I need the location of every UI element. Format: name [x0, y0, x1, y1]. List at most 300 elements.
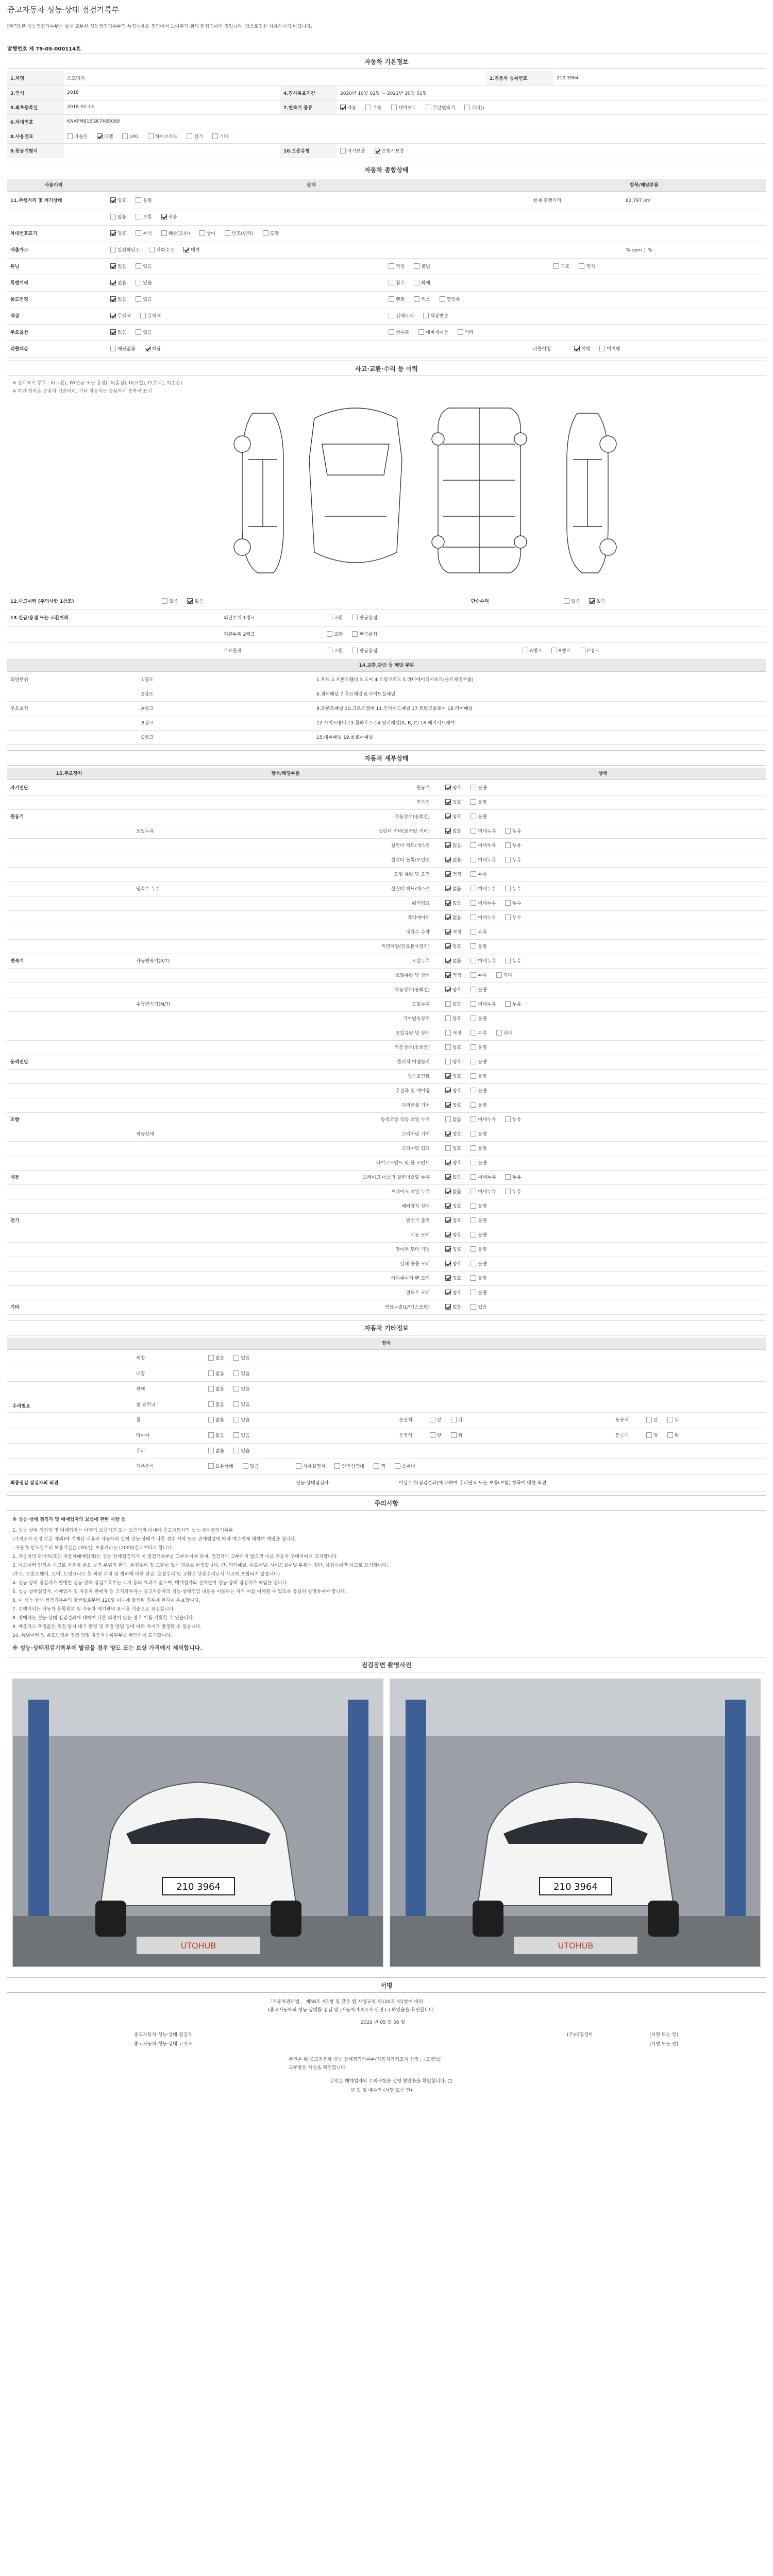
- detail-option[interactable]: [470, 839, 496, 853]
- detail-option[interactable]: [445, 940, 461, 954]
- history-option[interactable]: [352, 610, 377, 626]
- checkbox-icon[interactable]: [340, 148, 346, 154]
- checkbox-icon[interactable]: [389, 280, 394, 285]
- checkbox-icon[interactable]: [464, 105, 470, 110]
- checkbox-icon[interactable]: [208, 1417, 214, 1422]
- checkbox-icon[interactable]: [458, 329, 463, 335]
- checkbox-icon[interactable]: [470, 1261, 476, 1266]
- checkbox-icon[interactable]: [233, 1355, 239, 1361]
- checkbox-icon[interactable]: [505, 1116, 511, 1122]
- general-option[interactable]: [110, 275, 126, 292]
- detail-option[interactable]: [505, 1113, 521, 1127]
- detail-option[interactable]: [445, 1272, 461, 1286]
- checkbox-icon[interactable]: [208, 1386, 214, 1392]
- checkbox-icon[interactable]: [470, 1102, 476, 1108]
- checkbox-icon[interactable]: [470, 958, 476, 963]
- extra-side-option[interactable]: [451, 1428, 463, 1444]
- checkbox-icon[interactable]: [445, 886, 451, 891]
- detail-option[interactable]: [445, 1243, 461, 1257]
- general-option[interactable]: [110, 259, 126, 275]
- checkbox-icon[interactable]: [430, 1432, 435, 1438]
- checkbox-icon[interactable]: [470, 1131, 476, 1137]
- checkbox-icon[interactable]: [445, 1304, 451, 1310]
- checkbox-icon[interactable]: [470, 886, 476, 891]
- checkbox-icon[interactable]: [440, 296, 445, 302]
- extra-option[interactable]: [233, 1428, 249, 1444]
- warranty-option[interactable]: [375, 147, 404, 154]
- checkbox-icon[interactable]: [470, 785, 476, 790]
- general-sub-option[interactable]: [389, 325, 409, 341]
- checkbox-icon[interactable]: [470, 871, 476, 877]
- history2-option[interactable]: [589, 594, 605, 610]
- detail-option[interactable]: [470, 940, 486, 954]
- general-sub2-option[interactable]: [553, 259, 569, 275]
- detail-option[interactable]: [445, 911, 461, 925]
- checkbox-icon[interactable]: [67, 133, 73, 139]
- detail-option[interactable]: [470, 954, 496, 969]
- checkbox-icon[interactable]: [470, 828, 476, 834]
- checkbox-icon[interactable]: [470, 1203, 476, 1209]
- extra-side-option[interactable]: [430, 1413, 442, 1428]
- general-option[interactable]: [183, 242, 199, 259]
- checkbox-icon[interactable]: [505, 914, 511, 920]
- checkbox-icon[interactable]: [505, 842, 511, 848]
- checkbox-icon[interactable]: [97, 133, 103, 139]
- detail-option[interactable]: [505, 839, 521, 853]
- checkbox-icon[interactable]: [445, 943, 451, 949]
- checkbox-icon[interactable]: [445, 929, 451, 935]
- extra-side-option[interactable]: [430, 1428, 442, 1444]
- checkbox-icon[interactable]: [414, 296, 419, 302]
- general-option[interactable]: [110, 341, 136, 358]
- general-option[interactable]: [136, 226, 152, 242]
- general-option[interactable]: [110, 242, 140, 259]
- extra-option[interactable]: [208, 1428, 224, 1444]
- checkbox-icon[interactable]: [136, 214, 141, 219]
- detail-option[interactable]: [470, 1243, 486, 1257]
- checkbox-icon[interactable]: [136, 280, 141, 285]
- fuel-option[interactable]: [212, 133, 228, 140]
- checkbox-icon[interactable]: [110, 214, 116, 219]
- checkbox-icon[interactable]: [327, 615, 332, 620]
- detail-option[interactable]: [470, 1127, 486, 1142]
- checkbox-icon[interactable]: [110, 247, 116, 252]
- checkbox-icon[interactable]: [470, 799, 476, 805]
- detail-option[interactable]: [470, 1142, 486, 1156]
- detail-option[interactable]: [470, 1171, 496, 1185]
- checkbox-icon[interactable]: [451, 1432, 457, 1438]
- general-option[interactable]: [149, 242, 174, 259]
- general-sub2-option[interactable]: [579, 259, 595, 275]
- detail-option[interactable]: [445, 1055, 461, 1070]
- checkbox-icon[interactable]: [391, 105, 397, 110]
- checkbox-icon[interactable]: [136, 230, 141, 236]
- checkbox-icon[interactable]: [445, 1275, 451, 1281]
- detail-option[interactable]: [505, 1185, 521, 1199]
- general-option[interactable]: [136, 193, 152, 209]
- detail-option[interactable]: [470, 1257, 486, 1272]
- detail-option[interactable]: [445, 925, 461, 940]
- general-sub-option[interactable]: [418, 325, 448, 341]
- checkbox-icon[interactable]: [470, 1246, 476, 1252]
- general-option[interactable]: [136, 275, 152, 292]
- checkbox-icon[interactable]: [149, 247, 155, 252]
- checkbox-icon[interactable]: [445, 1044, 451, 1050]
- checkbox-icon[interactable]: [445, 871, 451, 877]
- checkbox-icon[interactable]: [553, 263, 559, 269]
- detail-option[interactable]: [445, 824, 461, 839]
- checkbox-icon[interactable]: [470, 1044, 476, 1050]
- checkbox-icon[interactable]: [389, 329, 394, 335]
- checkbox-icon[interactable]: [208, 1448, 214, 1453]
- detail-option[interactable]: [496, 1026, 512, 1041]
- checkbox-icon[interactable]: [445, 1015, 451, 1021]
- checkbox-icon[interactable]: [445, 799, 451, 805]
- detail-option[interactable]: [445, 1084, 461, 1098]
- checkbox-icon[interactable]: [161, 230, 167, 236]
- detail-option[interactable]: [445, 1142, 461, 1156]
- checkbox-icon[interactable]: [445, 1116, 451, 1122]
- checkbox-icon[interactable]: [505, 1001, 511, 1007]
- checkbox-icon[interactable]: [445, 914, 451, 920]
- detail-option[interactable]: [470, 969, 486, 983]
- detail-option[interactable]: [445, 1171, 461, 1185]
- extra-side-option[interactable]: [646, 1428, 658, 1444]
- detail-option[interactable]: [470, 997, 496, 1012]
- detail-option[interactable]: [445, 1300, 461, 1315]
- fuel-option[interactable]: [67, 133, 88, 140]
- transmission-option[interactable]: [365, 104, 381, 111]
- detail-option[interactable]: [445, 997, 461, 1012]
- checkbox-icon[interactable]: [340, 105, 346, 110]
- extra-option[interactable]: [208, 1413, 224, 1428]
- checkbox-icon[interactable]: [646, 1417, 652, 1422]
- history2-option[interactable]: [580, 643, 599, 659]
- general-sub-option[interactable]: [389, 292, 405, 308]
- checkbox-icon[interactable]: [470, 1189, 476, 1194]
- checkbox-icon[interactable]: [136, 197, 141, 203]
- general-option[interactable]: [136, 292, 152, 308]
- history2-option[interactable]: [551, 643, 571, 659]
- checkbox-icon[interactable]: [445, 1174, 451, 1180]
- general-option[interactable]: [110, 226, 126, 242]
- detail-option[interactable]: [505, 882, 521, 896]
- detail-option[interactable]: [445, 1127, 461, 1142]
- general-sub-option[interactable]: [389, 308, 414, 325]
- checkbox-icon[interactable]: [470, 914, 476, 920]
- detail-option[interactable]: [445, 969, 461, 983]
- checkbox-icon[interactable]: [445, 1203, 451, 1209]
- checkbox-icon[interactable]: [505, 828, 511, 834]
- checkbox-icon[interactable]: [110, 280, 116, 285]
- checkbox-icon[interactable]: [470, 1174, 476, 1180]
- checkbox-icon[interactable]: [187, 133, 192, 139]
- detail-option[interactable]: [445, 954, 461, 969]
- transmission-option[interactable]: [426, 104, 455, 111]
- checkbox-icon[interactable]: [470, 1116, 476, 1122]
- extra-option[interactable]: [233, 1366, 249, 1382]
- extra-option[interactable]: [208, 1366, 224, 1382]
- detail-option[interactable]: [470, 1113, 496, 1127]
- general-option[interactable]: [161, 226, 190, 242]
- checkbox-icon[interactable]: [445, 1160, 451, 1165]
- detail-option[interactable]: [445, 1214, 461, 1228]
- checkbox-icon[interactable]: [579, 263, 584, 269]
- fuel-option[interactable]: [148, 133, 177, 140]
- general-sub-option[interactable]: [423, 308, 448, 325]
- detail-option[interactable]: [445, 1185, 461, 1199]
- detail-option[interactable]: [470, 1098, 486, 1113]
- history-option[interactable]: [352, 626, 377, 643]
- checkbox-icon[interactable]: [199, 230, 205, 236]
- detail-option[interactable]: [470, 1228, 486, 1243]
- checkbox-icon[interactable]: [140, 313, 146, 318]
- detail-option[interactable]: [445, 1012, 461, 1026]
- checkbox-icon[interactable]: [445, 900, 451, 906]
- checkbox-icon[interactable]: [296, 1463, 301, 1469]
- detail-option[interactable]: [445, 868, 461, 882]
- detail-option[interactable]: [470, 1084, 486, 1098]
- checkbox-icon[interactable]: [599, 346, 605, 351]
- detail-option[interactable]: [445, 839, 461, 853]
- checkbox-icon[interactable]: [496, 1030, 502, 1036]
- detail-option[interactable]: [445, 1199, 461, 1214]
- checkbox-icon[interactable]: [208, 1355, 214, 1361]
- checkbox-icon[interactable]: [426, 105, 431, 110]
- checkbox-icon[interactable]: [445, 958, 451, 963]
- detail-option[interactable]: [470, 810, 486, 824]
- checkbox-icon[interactable]: [208, 1432, 214, 1438]
- general-sub-option[interactable]: [414, 259, 430, 275]
- general-option[interactable]: [140, 308, 161, 325]
- checkbox-icon[interactable]: [110, 263, 116, 269]
- checkbox-icon[interactable]: [148, 133, 154, 139]
- extra-option[interactable]: [208, 1397, 224, 1413]
- general-option[interactable]: [110, 292, 126, 308]
- history2-option[interactable]: [523, 643, 542, 659]
- checkbox-icon[interactable]: [505, 1174, 511, 1180]
- checkbox-icon[interactable]: [445, 1088, 451, 1093]
- checkbox-icon[interactable]: [470, 1001, 476, 1007]
- general-option[interactable]: [110, 325, 126, 341]
- detail-option[interactable]: [445, 1070, 461, 1084]
- extra-option[interactable]: [233, 1413, 249, 1428]
- detail-option[interactable]: [445, 983, 461, 997]
- detail-option[interactable]: [470, 896, 496, 911]
- detail-option[interactable]: [470, 781, 486, 795]
- detail-option[interactable]: [505, 997, 521, 1012]
- detail-option[interactable]: [445, 882, 461, 896]
- checkbox-icon[interactable]: [208, 1463, 214, 1469]
- extra-side-option[interactable]: [646, 1413, 658, 1428]
- detail-option[interactable]: [445, 1257, 461, 1272]
- checkbox-icon[interactable]: [445, 1131, 451, 1137]
- checkbox-icon[interactable]: [470, 1217, 476, 1223]
- checkbox-icon[interactable]: [233, 1401, 239, 1407]
- checkbox-icon[interactable]: [505, 958, 511, 963]
- checkbox-icon[interactable]: [445, 1189, 451, 1194]
- detail-option[interactable]: [470, 853, 496, 868]
- transmission-option[interactable]: [464, 104, 484, 111]
- detail-option[interactable]: [505, 853, 521, 868]
- checkbox-icon[interactable]: [187, 598, 193, 604]
- checkbox-icon[interactable]: [233, 1448, 239, 1453]
- detail-option[interactable]: [505, 824, 521, 839]
- checkbox-icon[interactable]: [375, 148, 380, 154]
- general-option[interactable]: [161, 209, 177, 226]
- checkbox-icon[interactable]: [445, 828, 451, 834]
- detail-option[interactable]: [470, 1012, 486, 1026]
- transmission-option[interactable]: [391, 104, 416, 111]
- checkbox-icon[interactable]: [445, 814, 451, 819]
- checkbox-icon[interactable]: [470, 1088, 476, 1093]
- checkbox-icon[interactable]: [470, 857, 476, 862]
- checkbox-icon[interactable]: [445, 1290, 451, 1295]
- detail-option[interactable]: [445, 1228, 461, 1243]
- detail-option[interactable]: [445, 1286, 461, 1300]
- checkbox-icon[interactable]: [445, 1001, 451, 1007]
- general-sub-option[interactable]: [458, 325, 474, 341]
- checkbox-icon[interactable]: [445, 1030, 451, 1036]
- checkbox-icon[interactable]: [470, 1059, 476, 1064]
- extra-option[interactable]: [208, 1444, 224, 1459]
- checkbox-icon[interactable]: [110, 313, 116, 318]
- checkbox-icon[interactable]: [470, 1145, 476, 1151]
- detail-option[interactable]: [470, 1041, 486, 1055]
- checkbox-icon[interactable]: [551, 648, 557, 653]
- checkbox-icon[interactable]: [470, 929, 476, 935]
- checkbox-icon[interactable]: [505, 857, 511, 862]
- detail-option[interactable]: [470, 983, 486, 997]
- detail-option[interactable]: [445, 810, 461, 824]
- checkbox-icon[interactable]: [505, 900, 511, 906]
- checkbox-icon[interactable]: [243, 1463, 248, 1469]
- checkbox-icon[interactable]: [523, 648, 528, 653]
- checkbox-icon[interactable]: [162, 598, 167, 604]
- recall-option[interactable]: [574, 341, 590, 358]
- checkbox-icon[interactable]: [225, 230, 230, 236]
- checkbox-icon[interactable]: [352, 631, 358, 637]
- checkbox-icon[interactable]: [445, 972, 451, 978]
- checkbox-icon[interactable]: [327, 631, 332, 637]
- checkbox-icon[interactable]: [334, 1463, 340, 1469]
- general-option[interactable]: [136, 325, 152, 341]
- checkbox-icon[interactable]: [389, 296, 394, 302]
- checkbox-icon[interactable]: [470, 1015, 476, 1021]
- checkbox-icon[interactable]: [161, 214, 167, 219]
- checkbox-icon[interactable]: [445, 785, 451, 790]
- detail-option[interactable]: [470, 1026, 486, 1041]
- checkbox-icon[interactable]: [110, 346, 116, 351]
- checkbox-icon[interactable]: [110, 230, 116, 236]
- detail-option[interactable]: [445, 1098, 461, 1113]
- extra-option[interactable]: [233, 1397, 249, 1413]
- checkbox-icon[interactable]: [110, 197, 116, 203]
- general-option[interactable]: [145, 341, 161, 358]
- detail-option[interactable]: [470, 795, 486, 810]
- checkbox-icon[interactable]: [389, 263, 394, 269]
- checkbox-icon[interactable]: [183, 247, 189, 252]
- checkbox-icon[interactable]: [418, 329, 424, 335]
- detail-option[interactable]: [470, 1156, 486, 1171]
- detail-option[interactable]: [470, 868, 486, 882]
- fuel-option[interactable]: [122, 134, 138, 140]
- checkbox-icon[interactable]: [423, 313, 429, 318]
- detail-option[interactable]: [496, 969, 512, 983]
- checkbox-icon[interactable]: [208, 1401, 214, 1407]
- detail-option[interactable]: [470, 911, 496, 925]
- extra-more-option[interactable]: [296, 1459, 325, 1475]
- checkbox-icon[interactable]: [110, 296, 116, 302]
- general-sub-option[interactable]: [440, 292, 460, 308]
- general-option[interactable]: [110, 209, 126, 226]
- extra-side-option[interactable]: [451, 1413, 463, 1428]
- checkbox-icon[interactable]: [470, 1030, 476, 1036]
- checkbox-icon[interactable]: [580, 648, 585, 653]
- checkbox-icon[interactable]: [445, 1145, 451, 1151]
- checkbox-icon[interactable]: [470, 943, 476, 949]
- checkbox-icon[interactable]: [374, 1463, 379, 1469]
- history2-option[interactable]: [564, 594, 580, 610]
- general-option[interactable]: [136, 259, 152, 275]
- general-option[interactable]: [110, 308, 131, 325]
- general-sub-option[interactable]: [389, 275, 405, 292]
- checkbox-icon[interactable]: [445, 857, 451, 862]
- general-option[interactable]: [263, 226, 279, 242]
- checkbox-icon[interactable]: [445, 1217, 451, 1223]
- checkbox-icon[interactable]: [430, 1417, 435, 1422]
- checkbox-icon[interactable]: [414, 263, 419, 269]
- checkbox-icon[interactable]: [352, 615, 358, 620]
- detail-option[interactable]: [505, 1171, 521, 1185]
- checkbox-icon[interactable]: [208, 1370, 214, 1376]
- checkbox-icon[interactable]: [445, 1102, 451, 1108]
- checkbox-icon[interactable]: [414, 280, 419, 285]
- detail-option[interactable]: [505, 954, 521, 969]
- history-option[interactable]: [187, 594, 203, 610]
- detail-option[interactable]: [445, 1156, 461, 1171]
- checkbox-icon[interactable]: [233, 1417, 239, 1422]
- checkbox-icon[interactable]: [136, 296, 141, 302]
- general-option[interactable]: [199, 226, 215, 242]
- checkbox-icon[interactable]: [110, 329, 116, 335]
- fuel-option[interactable]: [97, 133, 113, 140]
- checkbox-icon[interactable]: [445, 1261, 451, 1266]
- checkbox-icon[interactable]: [212, 133, 218, 139]
- checkbox-icon[interactable]: [470, 900, 476, 906]
- checkbox-icon[interactable]: [646, 1432, 652, 1438]
- extra-side-option[interactable]: [667, 1428, 679, 1444]
- checkbox-icon[interactable]: [470, 1073, 476, 1079]
- transmission-option[interactable]: [340, 104, 356, 111]
- checkbox-icon[interactable]: [445, 1232, 451, 1238]
- detail-option[interactable]: [445, 1026, 461, 1041]
- checkbox-icon[interactable]: [365, 105, 371, 110]
- general-option[interactable]: [136, 209, 152, 226]
- detail-option[interactable]: [470, 1300, 486, 1315]
- checkbox-icon[interactable]: [470, 1232, 476, 1238]
- general-sub-option[interactable]: [389, 259, 405, 275]
- detail-option[interactable]: [470, 1214, 486, 1228]
- checkbox-icon[interactable]: [445, 1246, 451, 1252]
- history-option[interactable]: [327, 610, 343, 626]
- detail-option[interactable]: [505, 896, 521, 911]
- checkbox-icon[interactable]: [327, 648, 332, 653]
- checkbox-icon[interactable]: [505, 886, 511, 891]
- checkbox-icon[interactable]: [445, 842, 451, 848]
- detail-option[interactable]: [470, 1199, 486, 1214]
- detail-option[interactable]: [445, 853, 461, 868]
